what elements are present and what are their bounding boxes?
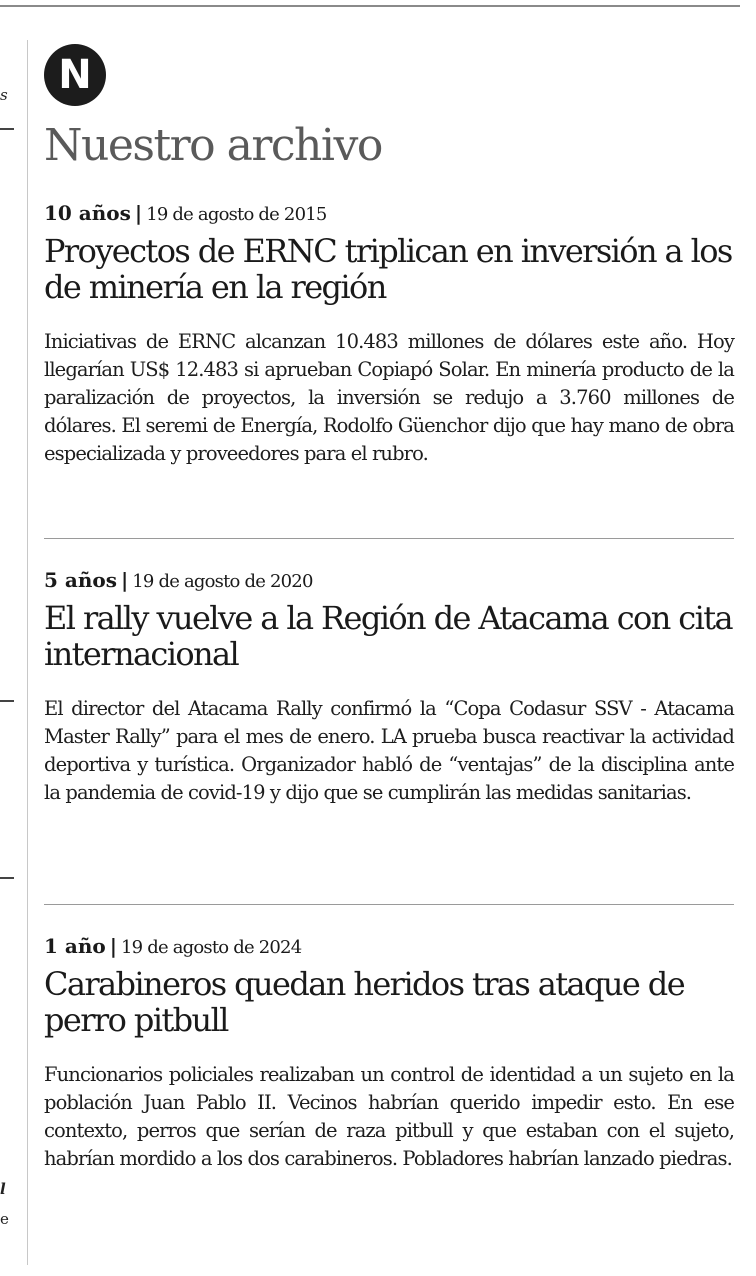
archive-article bbox=[44, 933, 734, 1173]
kicker-separator: | bbox=[134, 201, 143, 225]
article-headline: Proyectos de ERNC triplican en inversión a los de minería en la región bbox=[44, 232, 732, 307]
article-headline: Carabineros quedan heridos tras ataque de perro pitbull bbox=[44, 965, 685, 1040]
article-body: Funcionarios policiales realizaban un control de identidad a un sujeto en la población Juan Pablo II. Vecinos habrían querido impedir esto. En ese contexto, perros que serían de raza pitbull y que estaban con el sujeto, habrían mordido a los dos carabineros. Pobladores habrían lanzado piedras. bbox=[44, 1063, 734, 1170]
article-years-ago: 10 años bbox=[44, 201, 131, 225]
article-years-ago: 1 año bbox=[44, 934, 106, 958]
article-body: El director del Atacama Rally confirmó la “Copa Codasur SSV - Atacama Master Rally” para el mes de enero. LA prueba busca reactivar la actividad deportiva y turística. Organizador habló de “ventajas” de la disciplina ante la pandemia de covid-19 y dijo que se cumplirán las medidas sanitarias. bbox=[44, 697, 734, 804]
kicker-separator: | bbox=[109, 934, 117, 958]
article-body: Iniciativas de ERNC alcanzan 10.483 millones de dólares este año. Hoy llegarían US$ 12.483 si aprueban Copiapó Solar. En minería producto de la paralización de proyectos, la inversión se redujo a 3.760 millones de dólares. El seremi de Energía, Rodolfo Güenchor dijo que hay mano de obra especializada y proveedores para el rubro. bbox=[44, 330, 734, 465]
archive-article bbox=[44, 567, 734, 807]
column-divider bbox=[27, 40, 28, 1265]
article-date: 19 de agosto de 2024 bbox=[121, 937, 302, 958]
kicker-separator: | bbox=[120, 568, 129, 592]
top-rule bbox=[0, 5, 740, 7]
neighbor-column-fragment: e bbox=[0, 1210, 9, 1228]
article-headline: El rally vuelve a la Región de Atacama con cita internacional bbox=[44, 599, 732, 674]
article-date: 19 de agosto de 2015 bbox=[146, 204, 327, 225]
neighbor-column-rule bbox=[0, 700, 14, 702]
article-divider bbox=[44, 904, 734, 905]
neighbor-column-rule bbox=[0, 877, 14, 879]
logo-badge bbox=[44, 44, 106, 106]
neighbor-column-rule bbox=[0, 128, 14, 130]
article-years-ago: 5 años bbox=[44, 568, 117, 592]
article-date: 19 de agosto de 2020 bbox=[132, 571, 313, 592]
logo-letter: N bbox=[58, 52, 92, 98]
archive-article bbox=[44, 200, 734, 467]
article-kicker bbox=[44, 567, 734, 593]
neighbor-column-fragment: l bbox=[0, 1180, 6, 1198]
article-kicker bbox=[44, 200, 734, 226]
article-kicker bbox=[44, 933, 734, 959]
section-title: Nuestro archivo bbox=[44, 120, 382, 171]
article-divider bbox=[44, 538, 734, 539]
neighbor-column-fragment: s bbox=[0, 86, 8, 104]
